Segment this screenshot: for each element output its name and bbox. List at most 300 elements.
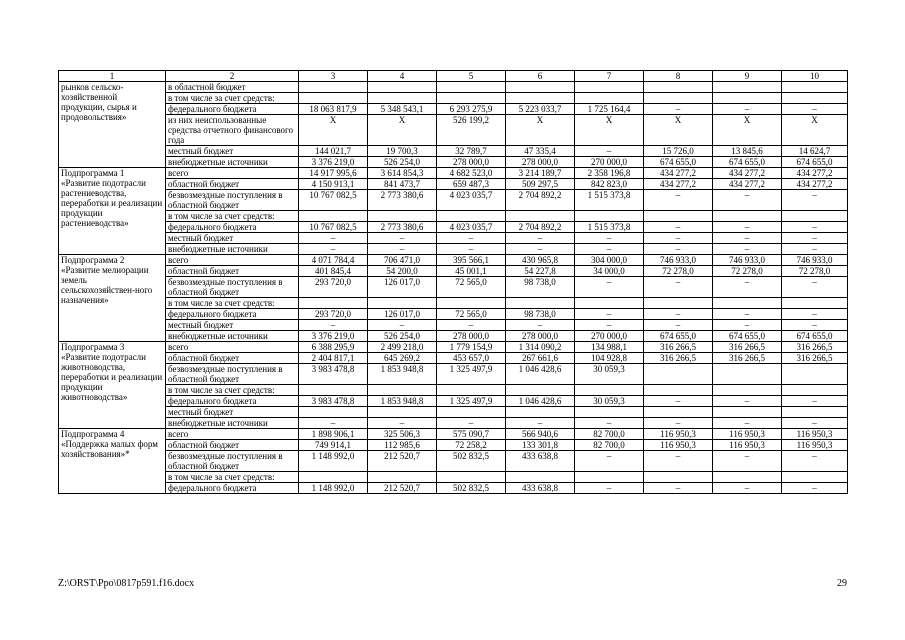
funding-source-label: в областной бюджет bbox=[166, 82, 299, 93]
amount-cell: – bbox=[368, 244, 437, 255]
amount-cell bbox=[506, 211, 575, 222]
amount-cell: 1 148 992,0 bbox=[299, 451, 368, 472]
funding-source-label: в том числе за счет средств: bbox=[166, 472, 299, 483]
amount-cell bbox=[713, 211, 782, 222]
funding-source-label: внебюджетные источники bbox=[166, 331, 299, 342]
amount-cell: 72 565,0 bbox=[437, 309, 506, 320]
amount-cell: – bbox=[782, 309, 848, 320]
column-number: 6 bbox=[506, 71, 575, 82]
amount-cell: – bbox=[713, 320, 782, 331]
program-name-cell: Подпрограмма 2 «Развитие мелиорации земель сельскохозяйствен-ного назначения» bbox=[59, 255, 166, 342]
amount-cell: 5 223 033,7 bbox=[506, 104, 575, 115]
amount-cell: – bbox=[368, 320, 437, 331]
funding-source-label: местный бюджет bbox=[166, 320, 299, 331]
amount-cell: 316 266,5 bbox=[713, 342, 782, 353]
funding-source-label: всего bbox=[166, 255, 299, 266]
amount-cell: – bbox=[575, 277, 644, 298]
amount-cell: 3 614 854,3 bbox=[368, 168, 437, 179]
table-row bbox=[59, 190, 848, 211]
table-row bbox=[59, 418, 848, 429]
column-number: 1 bbox=[59, 71, 166, 82]
amount-cell bbox=[299, 472, 368, 483]
amount-cell bbox=[368, 211, 437, 222]
table-row bbox=[59, 407, 848, 418]
amount-cell bbox=[782, 93, 848, 104]
amount-cell: 6 388 295,9 bbox=[299, 342, 368, 353]
program-name-cell: Подпрограмма 4 «Поддержка малых форм хозяйствования»* bbox=[59, 429, 166, 494]
table-row bbox=[59, 104, 848, 115]
funding-source-label: областной бюджет bbox=[166, 353, 299, 364]
amount-cell: 1 325 497,9 bbox=[437, 396, 506, 407]
amount-cell: – bbox=[713, 396, 782, 407]
page-number: 29 bbox=[837, 578, 847, 589]
amount-cell: 1 853 948,8 bbox=[368, 396, 437, 407]
amount-cell: – bbox=[575, 418, 644, 429]
amount-cell: – bbox=[437, 320, 506, 331]
amount-cell: 316 266,5 bbox=[782, 353, 848, 364]
amount-cell: 1 779 154,9 bbox=[437, 342, 506, 353]
table-row bbox=[59, 440, 848, 451]
funding-source-label: федерального бюджета bbox=[166, 104, 299, 115]
amount-cell: – bbox=[575, 320, 644, 331]
funding-source-label: из них неиспользованные средства отчетного финансового года bbox=[166, 115, 299, 146]
amount-cell: – bbox=[782, 451, 848, 472]
amount-cell: 304 000,0 bbox=[575, 255, 644, 266]
amount-cell: 4 150 913,1 bbox=[299, 179, 368, 190]
amount-cell: 453 657,0 bbox=[437, 353, 506, 364]
amount-cell bbox=[437, 472, 506, 483]
amount-cell: – bbox=[782, 190, 848, 211]
amount-cell: 1 314 090,2 bbox=[506, 342, 575, 353]
amount-cell: 1 515 373,8 bbox=[575, 222, 644, 233]
funding-source-label: в том числе за счет средств: bbox=[166, 93, 299, 104]
amount-cell: – bbox=[575, 146, 644, 157]
amount-cell: – bbox=[299, 418, 368, 429]
column-number-row bbox=[59, 71, 848, 82]
amount-cell: – bbox=[644, 483, 713, 494]
amount-cell: 746 933,0 bbox=[782, 255, 848, 266]
amount-cell: 278 000,0 bbox=[437, 331, 506, 342]
amount-cell: – bbox=[506, 320, 575, 331]
amount-cell bbox=[506, 472, 575, 483]
amount-cell bbox=[713, 407, 782, 418]
amount-cell: 72 278,0 bbox=[782, 266, 848, 277]
amount-cell: 112 985,6 bbox=[368, 440, 437, 451]
table-row bbox=[59, 472, 848, 483]
amount-cell: 434 277,2 bbox=[644, 179, 713, 190]
amount-cell: 526 199,2 bbox=[437, 115, 506, 146]
amount-cell: 2 773 380,6 bbox=[368, 222, 437, 233]
amount-cell: 134 988,1 bbox=[575, 342, 644, 353]
amount-cell: – bbox=[644, 396, 713, 407]
amount-cell: 2 704 892,2 bbox=[506, 222, 575, 233]
table-row bbox=[59, 179, 848, 190]
table-row bbox=[59, 244, 848, 255]
amount-cell: 401 845,4 bbox=[299, 266, 368, 277]
amount-cell: 1 046 428,6 bbox=[506, 396, 575, 407]
amount-cell: – bbox=[782, 396, 848, 407]
amount-cell: 126 017,0 bbox=[368, 277, 437, 298]
amount-cell bbox=[713, 385, 782, 396]
amount-cell bbox=[713, 82, 782, 93]
amount-cell: Х bbox=[713, 115, 782, 146]
amount-cell: 1 325 497,9 bbox=[437, 364, 506, 385]
amount-cell bbox=[299, 298, 368, 309]
table-row bbox=[59, 266, 848, 277]
amount-cell: – bbox=[299, 320, 368, 331]
amount-cell: 293 720,0 bbox=[299, 309, 368, 320]
table-row bbox=[59, 342, 848, 353]
amount-cell: 645 269,2 bbox=[368, 353, 437, 364]
amount-cell: 746 933,0 bbox=[644, 255, 713, 266]
amount-cell bbox=[644, 407, 713, 418]
amount-cell: 14 624,7 bbox=[782, 146, 848, 157]
column-number: 10 bbox=[782, 71, 848, 82]
amount-cell: – bbox=[437, 244, 506, 255]
amount-cell: – bbox=[713, 244, 782, 255]
funding-source-label: местный бюджет bbox=[166, 407, 299, 418]
amount-cell: 841 473,7 bbox=[368, 179, 437, 190]
amount-cell: 526 254,0 bbox=[368, 157, 437, 168]
amount-cell: 2 358 196,8 bbox=[575, 168, 644, 179]
table-row bbox=[59, 93, 848, 104]
amount-cell: 575 090,7 bbox=[437, 429, 506, 440]
funding-source-label: безвозмездные поступления в областной бюджет bbox=[166, 277, 299, 298]
amount-cell: – bbox=[575, 451, 644, 472]
amount-cell: 98 738,0 bbox=[506, 277, 575, 298]
table-row bbox=[59, 451, 848, 472]
funding-source-label: областной бюджет bbox=[166, 179, 299, 190]
table-row bbox=[59, 255, 848, 266]
amount-cell: Х bbox=[575, 115, 644, 146]
amount-cell: 502 832,5 bbox=[437, 451, 506, 472]
amount-cell: 14 917 995,6 bbox=[299, 168, 368, 179]
amount-cell bbox=[644, 472, 713, 483]
amount-cell bbox=[299, 93, 368, 104]
amount-cell: 212 520,7 bbox=[368, 483, 437, 494]
amount-cell bbox=[506, 385, 575, 396]
amount-cell bbox=[506, 407, 575, 418]
funding-source-label: внебюджетные источники bbox=[166, 418, 299, 429]
amount-cell: – bbox=[644, 451, 713, 472]
amount-cell bbox=[782, 82, 848, 93]
amount-cell bbox=[299, 407, 368, 418]
column-number: 5 bbox=[437, 71, 506, 82]
amount-cell: 4 682 523,0 bbox=[437, 168, 506, 179]
amount-cell: 104 928,8 bbox=[575, 353, 644, 364]
amount-cell: 3 214 189,7 bbox=[506, 168, 575, 179]
amount-cell: – bbox=[782, 233, 848, 244]
amount-cell: – bbox=[782, 222, 848, 233]
amount-cell: – bbox=[644, 190, 713, 211]
column-number: 2 bbox=[166, 71, 299, 82]
amount-cell: 13 845,6 bbox=[713, 146, 782, 157]
amount-cell: 674 655,0 bbox=[782, 157, 848, 168]
amount-cell: 116 950,3 bbox=[782, 440, 848, 451]
funding-source-label: безвозмездные поступления в областной бюджет bbox=[166, 364, 299, 385]
amount-cell bbox=[506, 93, 575, 104]
amount-cell: 144 021,7 bbox=[299, 146, 368, 157]
amount-cell bbox=[782, 472, 848, 483]
amount-cell bbox=[575, 472, 644, 483]
column-number: 4 bbox=[368, 71, 437, 82]
amount-cell: 842 823,0 bbox=[575, 179, 644, 190]
amount-cell: 316 266,5 bbox=[644, 342, 713, 353]
amount-cell: 18 063 817,9 bbox=[299, 104, 368, 115]
amount-cell: 1 898 906,1 bbox=[299, 429, 368, 440]
amount-cell: – bbox=[644, 233, 713, 244]
amount-cell: 133 301,8 bbox=[506, 440, 575, 451]
amount-cell: – bbox=[644, 277, 713, 298]
amount-cell bbox=[437, 93, 506, 104]
amount-cell: – bbox=[506, 244, 575, 255]
amount-cell bbox=[782, 364, 848, 385]
amount-cell: 270 000,0 bbox=[575, 331, 644, 342]
amount-cell bbox=[644, 211, 713, 222]
table-row bbox=[59, 353, 848, 364]
amount-cell: 674 655,0 bbox=[782, 331, 848, 342]
amount-cell: 116 950,3 bbox=[713, 440, 782, 451]
footer-file-path: Z:\ORST\Ppo\0817p591.f16.docx bbox=[58, 578, 195, 589]
amount-cell: 278 000,0 bbox=[506, 331, 575, 342]
amount-cell: – bbox=[713, 451, 782, 472]
amount-cell bbox=[506, 82, 575, 93]
amount-cell: 72 278,0 bbox=[713, 266, 782, 277]
amount-cell bbox=[644, 298, 713, 309]
amount-cell: 116 950,3 bbox=[644, 429, 713, 440]
table-row bbox=[59, 233, 848, 244]
amount-cell bbox=[713, 298, 782, 309]
amount-cell: Х bbox=[506, 115, 575, 146]
amount-cell: 30 059,3 bbox=[575, 396, 644, 407]
amount-cell: 270 000,0 bbox=[575, 157, 644, 168]
amount-cell: 674 655,0 bbox=[713, 157, 782, 168]
amount-cell: 674 655,0 bbox=[713, 331, 782, 342]
amount-cell: 1 515 373,8 bbox=[575, 190, 644, 211]
amount-cell bbox=[713, 472, 782, 483]
amount-cell bbox=[782, 385, 848, 396]
funding-source-label: областной бюджет bbox=[166, 440, 299, 451]
amount-cell: 526 254,0 bbox=[368, 331, 437, 342]
table-row bbox=[59, 115, 848, 146]
amount-cell: 278 000,0 bbox=[437, 157, 506, 168]
amount-cell: – bbox=[713, 309, 782, 320]
amount-cell: – bbox=[644, 244, 713, 255]
funding-source-label: внебюджетные источники bbox=[166, 157, 299, 168]
amount-cell: 6 293 275,9 bbox=[437, 104, 506, 115]
amount-cell: – bbox=[437, 418, 506, 429]
amount-cell: – bbox=[782, 277, 848, 298]
amount-cell: Х bbox=[299, 115, 368, 146]
amount-cell: – bbox=[644, 222, 713, 233]
amount-cell bbox=[368, 82, 437, 93]
amount-cell: 1 148 992,0 bbox=[299, 483, 368, 494]
column-number: 8 bbox=[644, 71, 713, 82]
amount-cell: 502 832,5 bbox=[437, 483, 506, 494]
amount-cell: – bbox=[713, 222, 782, 233]
amount-cell: 430 965,8 bbox=[506, 255, 575, 266]
amount-cell bbox=[368, 407, 437, 418]
amount-cell: – bbox=[368, 418, 437, 429]
amount-cell: – bbox=[782, 244, 848, 255]
funding-source-label: федерального бюджета bbox=[166, 396, 299, 407]
amount-cell bbox=[506, 298, 575, 309]
amount-cell: 433 638,8 bbox=[506, 483, 575, 494]
table-row bbox=[59, 298, 848, 309]
amount-cell: – bbox=[644, 320, 713, 331]
amount-cell bbox=[644, 385, 713, 396]
amount-cell: 2 404 817,1 bbox=[299, 353, 368, 364]
amount-cell: 5 348 543,1 bbox=[368, 104, 437, 115]
table-row bbox=[59, 385, 848, 396]
funding-source-label: в том числе за счет средств: bbox=[166, 385, 299, 396]
table-row bbox=[59, 396, 848, 407]
amount-cell: 434 277,2 bbox=[782, 168, 848, 179]
amount-cell: 706 471,0 bbox=[368, 255, 437, 266]
column-number: 7 bbox=[575, 71, 644, 82]
amount-cell: – bbox=[713, 277, 782, 298]
amount-cell: 1 046 428,6 bbox=[506, 364, 575, 385]
amount-cell: 32 789,7 bbox=[437, 146, 506, 157]
amount-cell: 30 059,3 bbox=[575, 364, 644, 385]
amount-cell bbox=[782, 407, 848, 418]
amount-cell bbox=[575, 211, 644, 222]
amount-cell bbox=[299, 385, 368, 396]
amount-cell: 1 853 948,8 bbox=[368, 364, 437, 385]
amount-cell: 325 506,3 bbox=[368, 429, 437, 440]
amount-cell: 82 700,0 bbox=[575, 429, 644, 440]
amount-cell: 2 499 218,0 bbox=[368, 342, 437, 353]
amount-cell: 293 720,0 bbox=[299, 277, 368, 298]
amount-cell: 509 297,5 bbox=[506, 179, 575, 190]
amount-cell: – bbox=[644, 104, 713, 115]
funding-source-label: всего bbox=[166, 168, 299, 179]
table-row bbox=[59, 483, 848, 494]
amount-cell bbox=[575, 407, 644, 418]
amount-cell: 126 017,0 bbox=[368, 309, 437, 320]
amount-cell: 278 000,0 bbox=[506, 157, 575, 168]
table-row bbox=[59, 157, 848, 168]
amount-cell: 15 726,0 bbox=[644, 146, 713, 157]
funding-source-label: местный бюджет bbox=[166, 233, 299, 244]
amount-cell: 434 277,2 bbox=[782, 179, 848, 190]
funding-source-label: всего bbox=[166, 342, 299, 353]
funding-source-label: федерального бюджета bbox=[166, 222, 299, 233]
amount-cell: 82 700,0 bbox=[575, 440, 644, 451]
program-name-cell: рынков сельско-хозяйственной продукции, сырья и продовольствия» bbox=[59, 82, 166, 168]
amount-cell: 395 566,1 bbox=[437, 255, 506, 266]
amount-cell: – bbox=[437, 233, 506, 244]
amount-cell bbox=[575, 298, 644, 309]
funding-source-label: безвозмездные поступления в областной бюджет bbox=[166, 451, 299, 472]
amount-cell: – bbox=[782, 104, 848, 115]
amount-cell: 2 704 892,2 bbox=[506, 190, 575, 211]
funding-source-label: в том числе за счет средств: bbox=[166, 298, 299, 309]
amount-cell: – bbox=[299, 233, 368, 244]
table-row bbox=[59, 82, 848, 93]
amount-cell: 316 266,5 bbox=[644, 353, 713, 364]
amount-cell: Х bbox=[368, 115, 437, 146]
funding-source-label: федерального бюджета bbox=[166, 309, 299, 320]
amount-cell: 434 277,2 bbox=[644, 168, 713, 179]
program-name-cell: Подпрограмма 3 «Развитие подотрасли животноводства, переработки и реализации продукции животноводства» bbox=[59, 342, 166, 429]
column-number: 3 bbox=[299, 71, 368, 82]
table-row bbox=[59, 331, 848, 342]
amount-cell: – bbox=[782, 320, 848, 331]
amount-cell bbox=[368, 472, 437, 483]
amount-cell: – bbox=[782, 418, 848, 429]
amount-cell bbox=[782, 298, 848, 309]
amount-cell: 98 738,0 bbox=[506, 309, 575, 320]
funding-source-label: внебюджетные источники bbox=[166, 244, 299, 255]
amount-cell: 3 376 219,0 bbox=[299, 331, 368, 342]
funding-source-label: всего bbox=[166, 429, 299, 440]
amount-cell: 316 266,5 bbox=[713, 353, 782, 364]
amount-cell: Х bbox=[782, 115, 848, 146]
amount-cell: – bbox=[575, 233, 644, 244]
budget-table bbox=[58, 70, 848, 494]
amount-cell bbox=[575, 82, 644, 93]
amount-cell bbox=[644, 93, 713, 104]
amount-cell: – bbox=[713, 233, 782, 244]
amount-cell: 749 914,1 bbox=[299, 440, 368, 451]
program-name-cell: Подпрограмма 1 «Развитие подотрасли растениеводства, переработки и реализации продукции растениеводства» bbox=[59, 168, 166, 255]
amount-cell: – bbox=[506, 418, 575, 429]
amount-cell bbox=[713, 93, 782, 104]
amount-cell bbox=[368, 93, 437, 104]
amount-cell: – bbox=[644, 309, 713, 320]
amount-cell bbox=[437, 82, 506, 93]
amount-cell: 72 258,2 bbox=[437, 440, 506, 451]
amount-cell: – bbox=[368, 233, 437, 244]
amount-cell: 3 983 478,8 bbox=[299, 396, 368, 407]
amount-cell: 116 950,3 bbox=[713, 429, 782, 440]
amount-cell: 54 227,8 bbox=[506, 266, 575, 277]
amount-cell: 566 940,6 bbox=[506, 429, 575, 440]
amount-cell: – bbox=[713, 483, 782, 494]
table-row bbox=[59, 222, 848, 233]
amount-cell: 659 487,3 bbox=[437, 179, 506, 190]
amount-cell: – bbox=[575, 309, 644, 320]
amount-cell bbox=[575, 93, 644, 104]
amount-cell: 434 277,2 bbox=[713, 179, 782, 190]
amount-cell bbox=[713, 364, 782, 385]
table-row bbox=[59, 168, 848, 179]
funding-source-label: безвозмездные поступления в областной бюджет bbox=[166, 190, 299, 211]
amount-cell: 72 565,0 bbox=[437, 277, 506, 298]
amount-cell: 433 638,8 bbox=[506, 451, 575, 472]
amount-cell: 10 767 082,5 bbox=[299, 222, 368, 233]
amount-cell: – bbox=[713, 104, 782, 115]
amount-cell bbox=[437, 407, 506, 418]
amount-cell bbox=[299, 211, 368, 222]
amount-cell: 267 661,6 bbox=[506, 353, 575, 364]
amount-cell: 3 983 478,8 bbox=[299, 364, 368, 385]
amount-cell: 434 277,2 bbox=[713, 168, 782, 179]
amount-cell bbox=[644, 364, 713, 385]
table-row bbox=[59, 146, 848, 157]
amount-cell: 54 200,0 bbox=[368, 266, 437, 277]
amount-cell: 4 023 035,7 bbox=[437, 222, 506, 233]
table-row bbox=[59, 309, 848, 320]
amount-cell bbox=[644, 82, 713, 93]
table-row bbox=[59, 429, 848, 440]
amount-cell bbox=[368, 298, 437, 309]
amount-cell: 47 335,4 bbox=[506, 146, 575, 157]
amount-cell: 116 950,3 bbox=[644, 440, 713, 451]
funding-source-label: в том числе за счет средств: bbox=[166, 211, 299, 222]
table-row bbox=[59, 277, 848, 298]
